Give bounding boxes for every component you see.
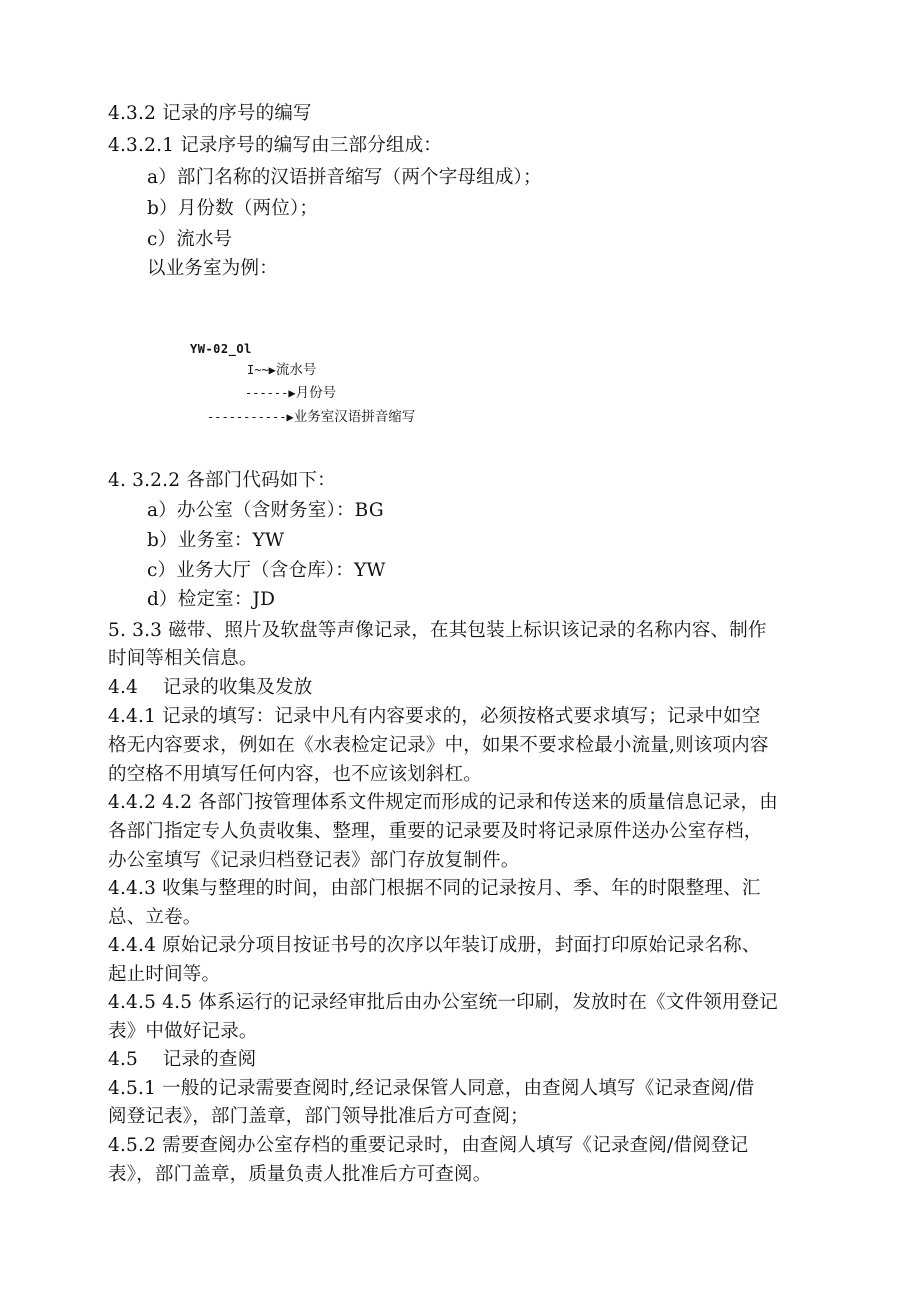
dept-code-item: c）业务大厅（含仓库）：YW <box>147 560 386 581</box>
serial-arrow: I~~▶ <box>247 363 276 377</box>
month-label: 月份号 <box>295 385 337 401</box>
component-item: b）月份数（两位）； <box>147 198 319 219</box>
example-code: YW-02_Ol <box>190 342 252 356</box>
dept-code-item: b）业务室：YW <box>147 530 285 551</box>
rule-intro: 4.3.2.1 记录序号的编写由三部分组成： <box>108 135 443 156</box>
paragraph-443-line: 总、立卷。 <box>108 907 202 928</box>
section-title: 4.3.2 记录的序号的编写 <box>108 103 312 124</box>
paragraph-441-line: 的空格不用填写任何内容，也不应该划斜杠。 <box>108 764 483 785</box>
paragraph-451-line: 阅登记表》，部门盖章，部门领导批准后方可查阅； <box>108 1106 529 1127</box>
paragraph-445-line: 表》中做好记录。 <box>108 1021 258 1042</box>
dept-codes-intro: 4. 3.2.2 各部门代码如下： <box>108 470 336 491</box>
serial-annotation <box>247 361 316 379</box>
paragraph-452-line: 表》，部门盖章，质量负责人批准后方可查阅。 <box>108 1164 492 1185</box>
paragraph-445-line: 4.4.5 4.5 体系运行的记录经审批后由办公室统一印刷，发放时在《文件领用登记 <box>108 992 778 1013</box>
dept-annotation <box>207 408 415 426</box>
paragraph-452-line: 4.5.2 需要查阅办公室存档的重要记录时，由查阅人填写《记录查阅/借阅登记 <box>108 1135 749 1156</box>
media-paragraph-line: 5. 3.3 磁带、照片及软盘等声像记录，在其包装上标识该记录的名称内容、制作 <box>108 620 767 641</box>
paragraph-441-line: 4.4.1 记录的填写：记录中凡有内容要求的，必须按格式要求填写；记录中如空 <box>108 706 761 727</box>
paragraph-451-line: 4.5.1 一般的记录需要查阅时,经记录保管人同意，由查阅人填写《记录查阅/借 <box>108 1078 755 1099</box>
paragraph-443-line: 4.4.3 收集与整理的时间，由部门根据不同的记录按月、季、年的时限整理、汇 <box>108 878 761 899</box>
component-item: c）流水号 <box>147 229 233 250</box>
paragraph-444-line: 4.4.4 原始记录分项目按证书号的次序以年装订成册，封面打印原始记录名称、 <box>108 935 761 956</box>
collect-heading: 4.4 记录的收集及发放 <box>108 677 313 698</box>
month-annotation <box>245 384 336 402</box>
dept-label: 业务室汉语拼音缩写 <box>293 409 416 425</box>
dept-code-item: a）办公室（含财务室）：BG <box>147 500 384 521</box>
paragraph-442-line: 各部门指定专人负责收集、整理，重要的记录要及时将记录原件送办公室存档， <box>108 821 763 842</box>
paragraph-442-line: 办公室填写《记录归档登记表》部门存放复制件。 <box>108 850 520 871</box>
month-arrow: ------▶ <box>245 386 296 400</box>
serial-label: 流水号 <box>275 362 317 378</box>
component-item: a）部门名称的汉语拼音缩写（两个字母组成）； <box>147 167 542 188</box>
dept-code-item: d）检定室：JD <box>147 589 276 610</box>
example-intro: 以业务室为例： <box>147 258 278 279</box>
paragraph-441-line: 格无内容要求，例如在《水表检定记录》中，如果不要求检最小流量,则该项内容 <box>108 735 769 756</box>
paragraph-444-line: 起止时间等。 <box>108 964 221 985</box>
consult-heading: 4.5 记录的查阅 <box>108 1049 257 1070</box>
media-paragraph-line: 时间等相关信息。 <box>108 648 258 669</box>
dept-arrow: -----------▶ <box>207 410 294 424</box>
paragraph-442-line: 4.4.2 4.2 各部门按管理体系文件规定而形成的记录和传送来的质量信息记录，由 <box>108 792 778 813</box>
